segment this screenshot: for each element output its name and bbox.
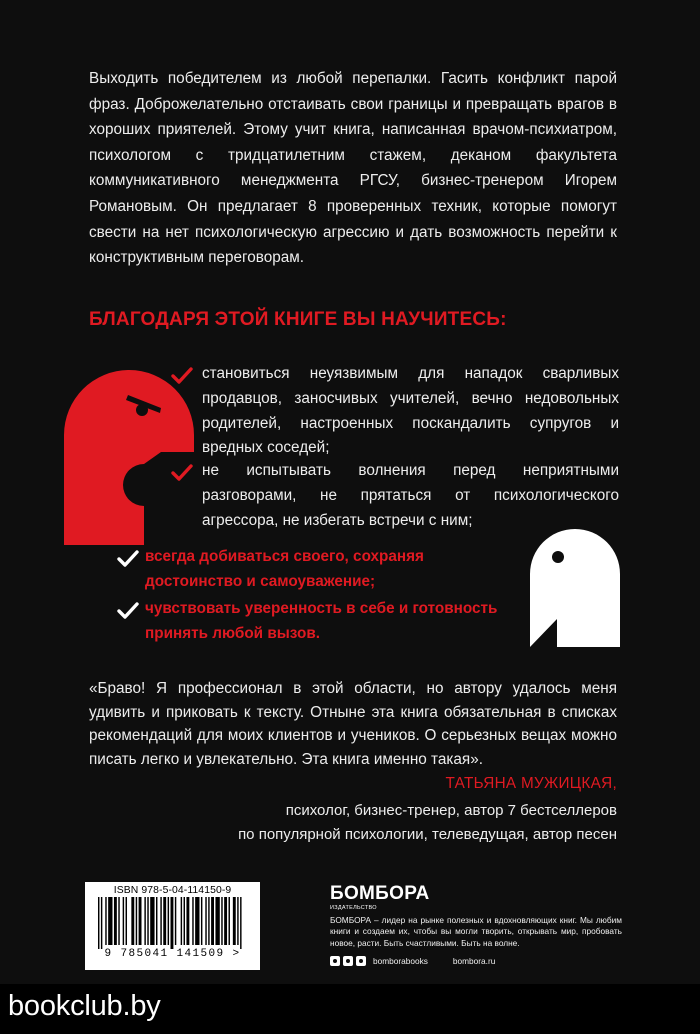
publisher-website: bombora.ru [452, 956, 496, 966]
barcode-bar [205, 897, 206, 945]
barcode-bar [183, 897, 184, 945]
barcode-bar [174, 897, 175, 945]
benefit-item [117, 545, 517, 595]
barcode-bar [156, 897, 157, 945]
publisher-social [330, 955, 495, 967]
barcode-bar [224, 897, 227, 945]
watermark-text: bookclub.by [8, 990, 161, 1022]
publisher-description: БОМБОРА – лидер на рынке полезных и вдохновляющих книг. Мы любим книги и создаем их, чтобы вы могли творить, открывать мир, пробовать новое, расти. Быть счастливыми. Быть на волне. [330, 915, 622, 948]
barcode-bar [135, 897, 136, 945]
vk-icon [330, 956, 340, 966]
barcode-bar [240, 897, 241, 949]
benefit-item [171, 362, 619, 461]
barcode-bar [211, 897, 214, 945]
barcode-bar [170, 897, 173, 949]
barcode-bar [208, 897, 209, 945]
benefits-heading: БЛАГОДАРЯ ЭТОЙ КНИГЕ ВЫ НАУЧИТЕСЬ: [89, 309, 507, 330]
telegram-icon [356, 956, 366, 966]
barcode-bar [215, 897, 219, 945]
barcode-bar [113, 897, 116, 945]
isbn-barcode [85, 882, 260, 970]
barcode-bar [195, 897, 199, 945]
watermark-bar [0, 984, 700, 1034]
barcode-bars [94, 897, 252, 949]
barcode-digits: 9 785041 141509 > [104, 948, 241, 960]
barcode-bar [160, 897, 161, 945]
barcode-bar [100, 897, 101, 949]
intro-text: Выходить победителем из любой перепалки. Гасить конфликт парой фраз. Доброжелательно отстаивать свои границы и превращать врагов в хороших приятелей. Этому учит книга, написанная врачом-психиатром, психологом с тридцатилетним стажем, деканом факультета коммуникативного менеджмента РГСУ, бизнес-тренером Игорем Романовым. Он предлагает 8 проверенных техник, которые помогут свести на нет психологическую агрессию и дать возможность перейти к конструктивным переговорам. [89, 70, 617, 267]
benefit-text: всегда добиваться своего, сохраняя достоинство и самоуважение; [145, 548, 424, 590]
check-icon [171, 464, 193, 482]
barcode-bar [144, 897, 145, 945]
barcode-bar [150, 897, 154, 945]
benefit-item [171, 459, 619, 533]
publisher-logo: БОМБОРА [330, 883, 430, 904]
testimonial-quote: «Браво! Я профессионал в этой области, но автору удалось меня удивить и приковать к тексту. Отныне эта книга обязательная в списках рекомендаций для моих клиентов и учеников. О серьезных вещах можно писать легко и увлекательно. Эта книга именно такая». [89, 680, 617, 768]
quote-author-role [117, 799, 617, 847]
author-role-line: по популярной психологии, телеведущая, автор песен [238, 826, 617, 843]
white-head-illustration [530, 527, 620, 647]
barcode-bar [98, 897, 99, 949]
barcode-bar [108, 897, 112, 945]
barcode-bar [147, 897, 148, 945]
benefit-text: становиться неуязвимым для нападок сварливых продавцов, заносчивых учителей, вечно недовольных родителей, настроенных поскандалить супругов и вредных соседей; [202, 365, 619, 457]
check-icon [117, 602, 139, 620]
barcode-bar [167, 897, 168, 945]
barcode-bar [186, 897, 189, 945]
barcode-bar [192, 897, 193, 945]
publisher-sublogo: ИЗДАТЕЛЬСТВО [330, 905, 377, 911]
author-role-line: психолог, бизнес-тренер, автор 7 бестселлеров [285, 802, 617, 819]
barcode-bar [180, 897, 181, 945]
barcode-bar [163, 897, 166, 945]
benefit-item [117, 597, 517, 647]
isbn-number: ISBN 978-5-04-114150-9 [113, 885, 232, 896]
barcode-bar [237, 897, 238, 945]
barcode-bar [221, 897, 222, 945]
barcode-bar [122, 897, 123, 945]
publisher-handle: bomborabooks [373, 956, 428, 966]
check-icon [171, 367, 193, 385]
instagram-icon [343, 956, 353, 966]
benefit-text: чувствовать уверенность в себе и готовность принять любой вызов. [145, 600, 498, 642]
barcode-bar [125, 897, 126, 945]
barcode-bar [232, 897, 235, 945]
barcode-bar [105, 897, 106, 945]
barcode-bar [138, 897, 141, 945]
barcode-bar [118, 897, 119, 945]
barcode-bar [200, 897, 201, 945]
quote-author-name: ТАТЬЯНА МУЖИЦКАЯ, [445, 775, 617, 792]
benefit-text: не испытывать волнения перед неприятными разговорами, не прятаться от психологического агрессора, не избегать встречи с ним; [202, 462, 619, 529]
barcode-bar [131, 897, 134, 945]
check-icon [117, 550, 139, 568]
barcode-bar [228, 897, 229, 945]
